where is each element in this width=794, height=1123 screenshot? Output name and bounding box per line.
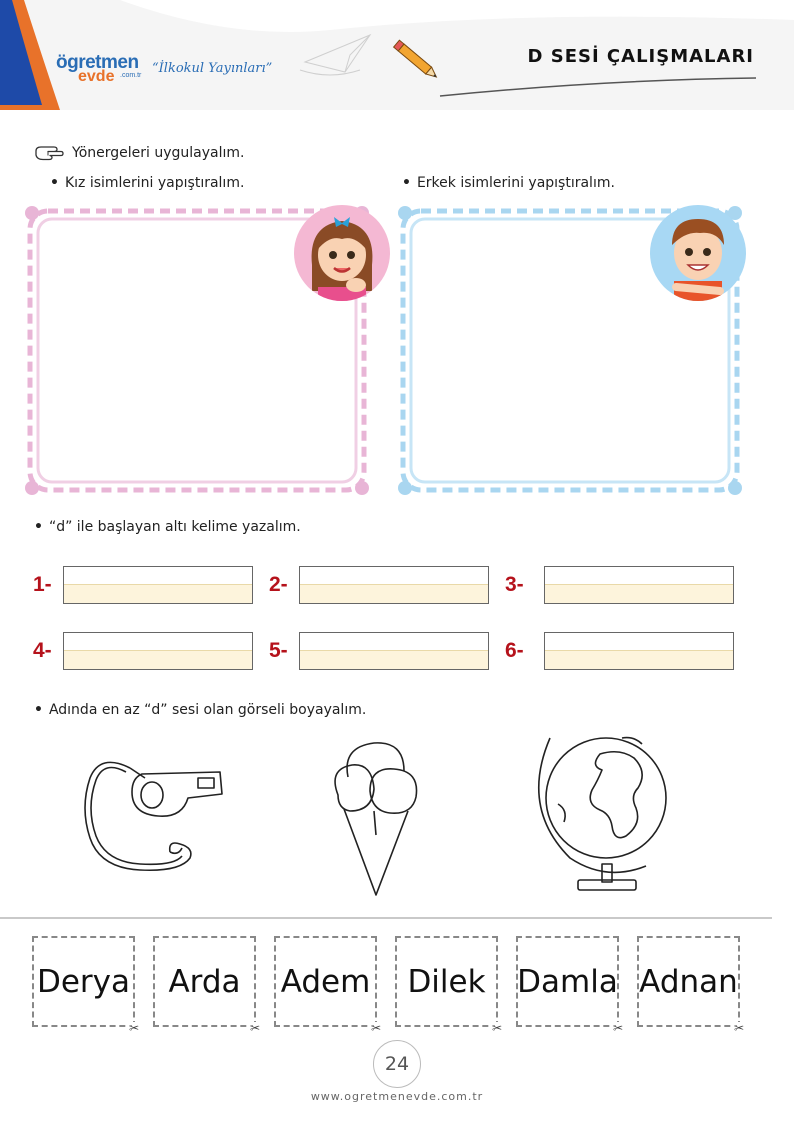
name-card-text: Damla — [517, 963, 618, 1000]
writing-line[interactable] — [63, 632, 253, 670]
write-line-6[interactable] — [505, 632, 734, 670]
logo-text-bottom: evde — [78, 68, 115, 85]
name-card[interactable] — [395, 936, 502, 1035]
write-instruction-text: “d” ile başlayan altı kelime yazalım. — [48, 519, 301, 535]
writing-line[interactable] — [299, 632, 489, 670]
page-number: 24 — [373, 1040, 421, 1088]
girl-avatar — [294, 205, 390, 301]
main-instruction — [34, 143, 244, 163]
write-line-4[interactable] — [33, 632, 253, 670]
boys-instruction-text: Erkek isimlerini yapıştıralım. — [416, 175, 615, 191]
color-instruction-text: Adında en az “d” sesi olan görseli boyayalım. — [48, 702, 367, 718]
name-card[interactable] — [32, 936, 139, 1035]
girls-instruction — [50, 175, 244, 191]
logo-text-top: ögretmen — [56, 52, 139, 73]
scissors-icon: ✂ — [370, 1021, 381, 1035]
brand-slogan: “İlkokul Yayınları” — [152, 61, 273, 76]
writing-line[interactable] — [299, 566, 489, 604]
boys-instruction — [402, 175, 615, 191]
boy-avatar — [650, 205, 746, 301]
write-line-1[interactable] — [33, 566, 253, 604]
write-line-2[interactable] — [269, 566, 489, 604]
scissors-icon: ✂ — [491, 1021, 502, 1035]
writing-line[interactable] — [544, 566, 734, 604]
name-card-text: Adem — [280, 963, 371, 1000]
name-card[interactable] — [274, 936, 381, 1035]
line-number: 1- — [33, 573, 52, 596]
logo-domain: .com.tr — [120, 72, 142, 79]
name-card[interactable] — [516, 936, 623, 1035]
line-number: 2- — [269, 573, 288, 596]
bullet: • — [34, 702, 43, 718]
scissors-icon: ✂ — [612, 1021, 623, 1035]
bullet: • — [34, 519, 43, 535]
cut-line-divider — [0, 917, 772, 919]
brand-logo — [56, 52, 146, 86]
line-number: 6- — [505, 639, 524, 662]
write-instruction — [34, 519, 301, 535]
ice-cream-drawing[interactable] — [328, 735, 428, 900]
writing-line[interactable] — [63, 566, 253, 604]
girls-instruction-text: Kız isimlerini yapıştıralım. — [64, 175, 245, 191]
write-line-5[interactable] — [269, 632, 489, 670]
brand — [56, 52, 272, 86]
writing-line[interactable] — [544, 632, 734, 670]
bullet: • — [402, 175, 411, 191]
main-instruction-text: Yönergeleri uygulayalım. — [72, 145, 245, 161]
name-card[interactable] — [153, 936, 260, 1035]
pointing-hand-icon — [34, 143, 64, 163]
name-card-text: Arda — [168, 963, 241, 1000]
website-url[interactable]: www.ogretmenevde.com.tr — [310, 1090, 484, 1103]
write-line-3[interactable] — [505, 566, 734, 604]
line-number: 5- — [269, 639, 288, 662]
scissors-icon: ✂ — [733, 1021, 744, 1035]
name-card-text: Dilek — [407, 963, 486, 1000]
page-title: D SESİ ÇALIŞMALARI — [527, 46, 754, 67]
name-card-text: Derya — [36, 963, 131, 1000]
line-number: 3- — [505, 573, 524, 596]
scissors-icon: ✂ — [249, 1021, 260, 1035]
globe-drawing[interactable] — [530, 718, 680, 898]
name-card-text: Adnan — [639, 963, 738, 1000]
scissors-icon: ✂ — [128, 1021, 139, 1035]
line-number: 4- — [33, 639, 52, 662]
bullet: • — [50, 175, 59, 191]
name-card[interactable] — [637, 936, 744, 1035]
color-instruction — [34, 702, 366, 718]
whistle-drawing[interactable] — [70, 748, 240, 878]
